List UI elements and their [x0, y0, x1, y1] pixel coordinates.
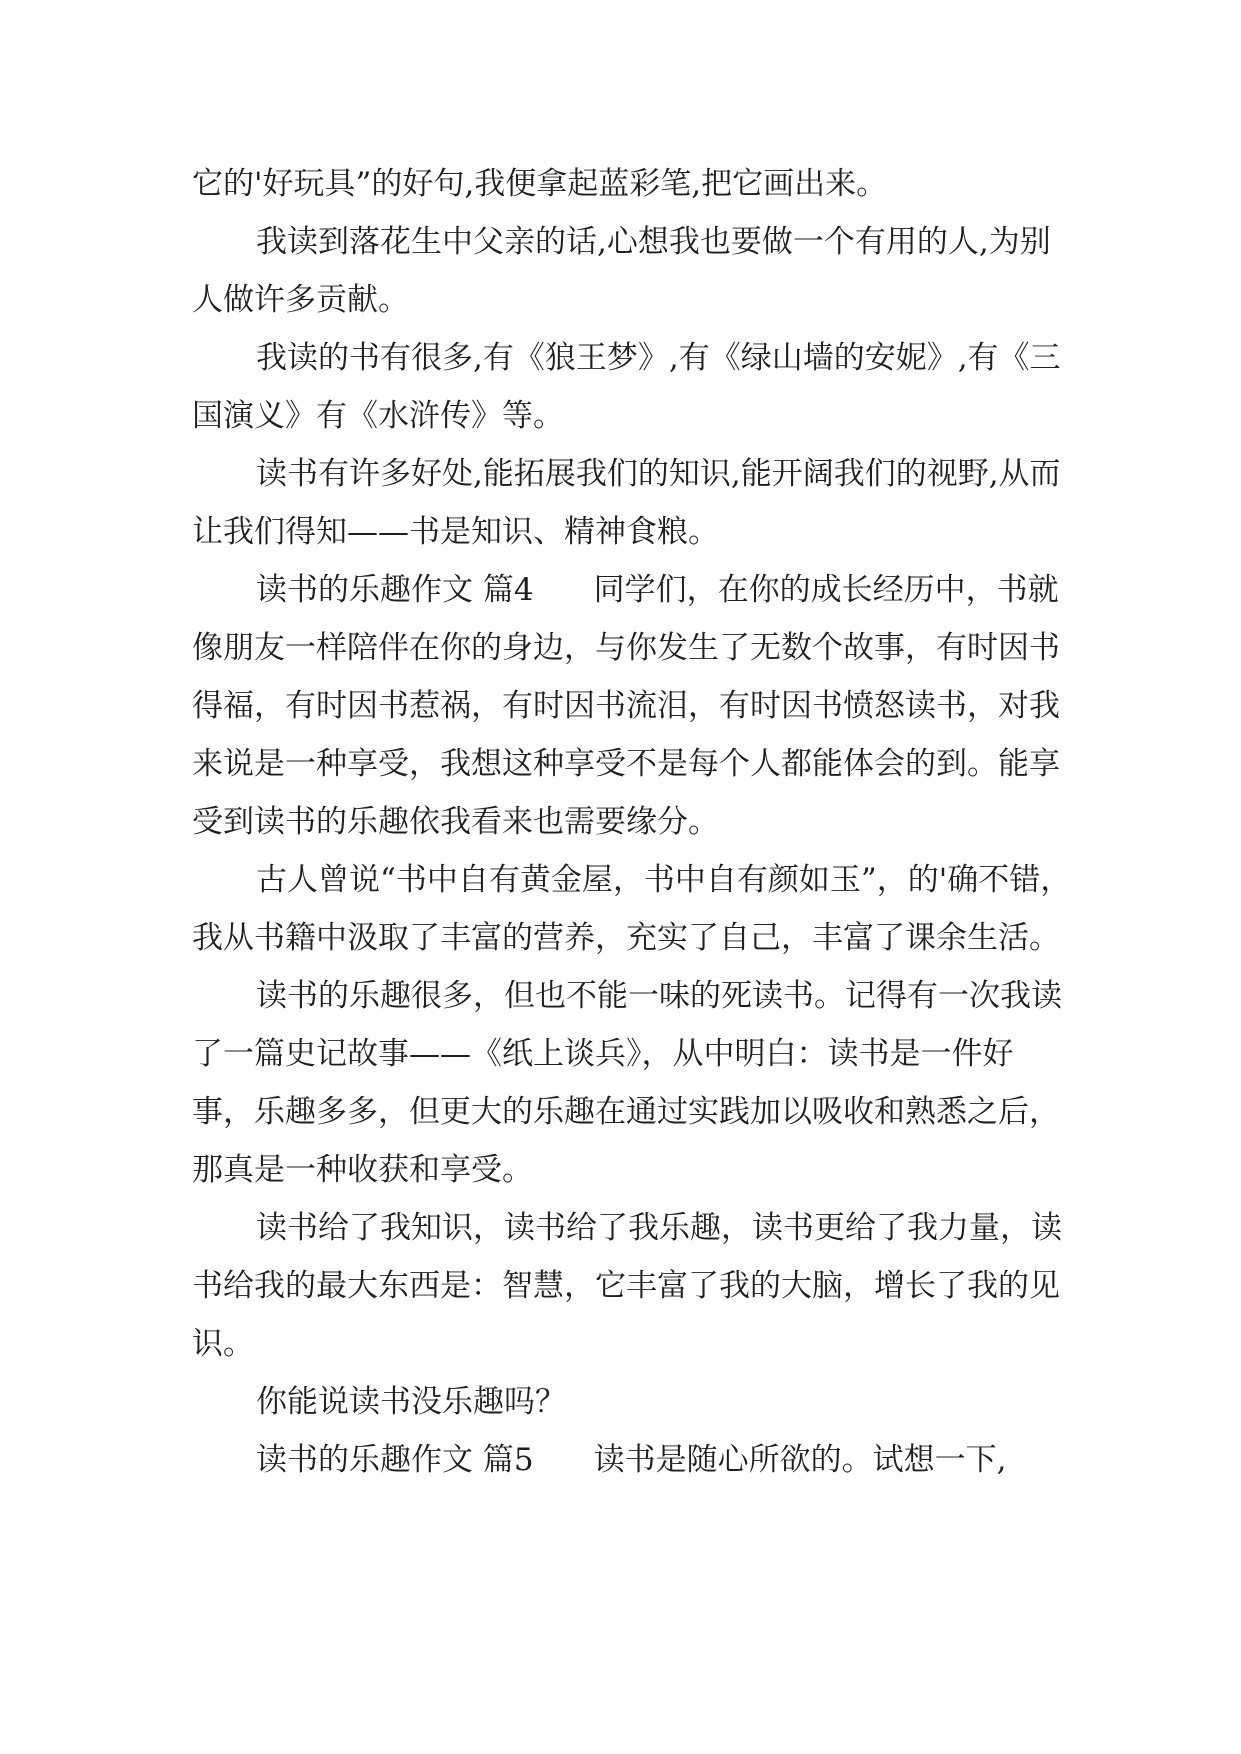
paragraph-7 — [192, 967, 1072, 1199]
paragraph-text: 古人曾说“书中自有黄金屋，书中自有颜如玉”，的'确不错，我从书籍中汲取了丰富的营养，充实了自己，丰富了课余生活。 — [192, 862, 1072, 956]
paragraph-4 — [192, 445, 1072, 561]
paragraph-text: 它的'好玩具”的好句,我便拿起蓝彩笔,把它画出来。 — [192, 166, 888, 202]
paragraph-6 — [192, 851, 1072, 967]
paragraph-text: 我读到落花生中父亲的话,心想我也要做一个有用的人,为别人做许多贡献。 — [192, 224, 1051, 318]
paragraph-text: 读书的乐趣很多，但也不能一味的死读书。记得有一次我读了一篇史记故事——《纸上谈兵》，从中明白：读书是一件好事，乐趣多多，但更大的乐趣在通过实践加以吸收和熟悉之后，那真是一种收获和享受。 — [192, 978, 1062, 1188]
paragraph-text: 同学们，在你的成长经历中，书就像朋友一样陪伴在你的身边，与你发生了无数个故事，有时因书得福，有时因书惹祸，有时因书流泪，有时因书愤怒读书，对我来说是一种享受，我想这种享受不是每个人都能体会的到。能享受到读书的乐趣依我看来也需要缘分。 — [192, 572, 1060, 840]
paragraph-1 — [192, 155, 1072, 213]
paragraph-3 — [192, 329, 1072, 445]
paragraph-text: 读书是随心所欲的。试想一下, — [593, 1442, 1007, 1478]
paragraph-2 — [192, 213, 1072, 329]
paragraph-9 — [192, 1373, 1072, 1431]
section-heading: 读书的乐趣作文 篇5 — [256, 1442, 534, 1478]
paragraph-8 — [192, 1199, 1072, 1373]
article-body — [192, 155, 1072, 1489]
section-heading: 读书的乐趣作文 篇4 — [256, 572, 534, 608]
paragraph-5 — [192, 561, 1072, 851]
paragraph-text: 读书有许多好处,能拓展我们的知识,能开阔我们的视野,从而让我们得知——书是知识、精神食粮。 — [192, 456, 1061, 550]
paragraph-text: 你能说读书没乐趣吗？ — [256, 1384, 566, 1420]
paragraph-text: 读书给了我知识，读书给了我乐趣，读书更给了我力量，读书给我的最大东西是：智慧，它丰富了我的大脑，增长了我的见识。 — [192, 1210, 1062, 1362]
paragraph-text: 我读的书有很多,有《狼王梦》,有《绿山墙的安妮》,有《三国演义》有《水浒传》等。 — [192, 340, 1061, 434]
paragraph-10 — [192, 1431, 1072, 1489]
